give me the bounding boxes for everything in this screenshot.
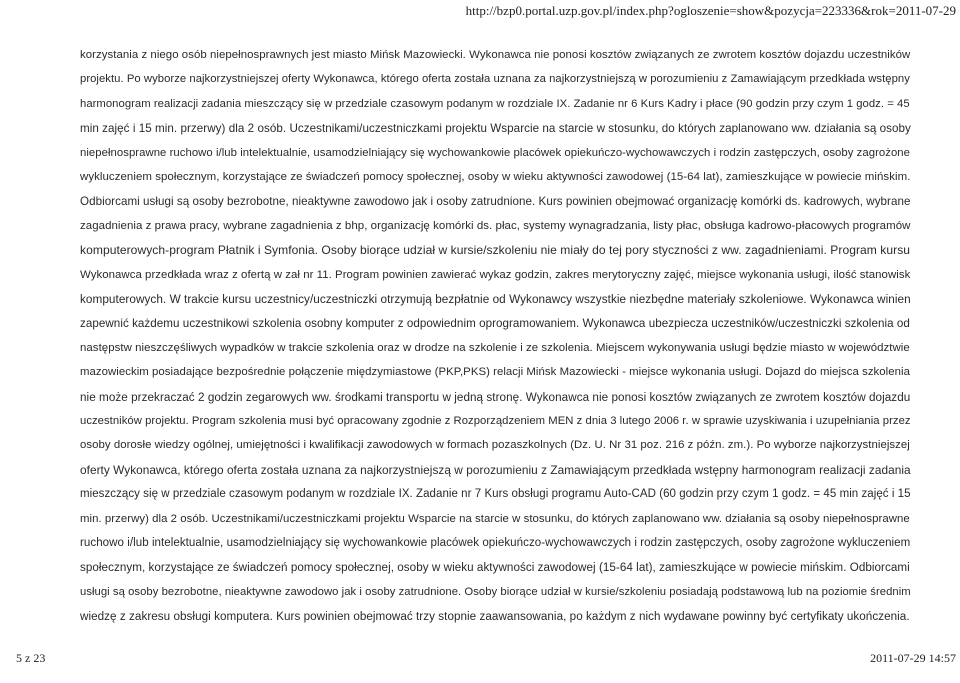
text-line: min. przerwy) dla 2 osób. Uczestnikami/uczestniczkami projektu Wsparcie na starcie w stosunku, do których zaplanowano ww. działania są osoby niepełnosprawne xyxy=(80,512,910,525)
text-line: mazowieckim posiadające bezpośrednie połączenie międzymiastowe (PKP,PKS) relacji Mińsk Mazowiecki - miejsce wykonania usługi. Dojazd do miejsca szkolenia xyxy=(80,366,910,379)
page-number: 5 z 23 xyxy=(16,651,46,665)
text-line: następstw nieszczęśliwych wypadków w trakcie szkolenia oraz w drodze na szkolenie i ze szkolenia. Miejscem wykonywania usługi będzie miasto w województwie xyxy=(80,341,910,354)
text-line: uczestników projektu. Program szkolenia musi być opracowany zgodnie z Rozporządzeniem MEN z dnia 3 lutego 2006 r. w sprawie uzyskiwania i uzupełniania przez xyxy=(80,415,911,427)
text-line: korzystania z niego osób niepełnosprawnych jest miasto Mińsk Mazowiecki. Wykonawca nie ponosi kosztów związanych ze zwrotem kosztów dojazdu uczestników xyxy=(80,49,911,61)
text-line: wiedzę z zakresu obsługi komputera. Kurs powinien obejmować trzy stopnie zaawansowania, po każdym z nich wydawane powinny być certyfikaty ukończenia. xyxy=(80,610,910,624)
text-line: ruchowo i/lub intelektualnie, usamodzielniający się wychowankowie placówek opiekuńczo-wychowawczych i rodzin zastępczych, osoby zagrożone wykluczeniem xyxy=(80,537,911,549)
print-datetime: 2011-07-29 14:57 xyxy=(870,651,956,665)
text-line: Odbiorcami usługi są osoby bezrobotne, nieaktywne zawodowo jak i osoby zatrudnione. Kurs powinien obejmować organizację komórki ds. kadrowych, wybrane xyxy=(80,195,911,209)
text-line: usługi są osoby bezrobotne, nieaktywne zawodowo jak i osoby zatrudnione. Osoby biorące udział w kursie/szkoleniu posiadają podstawową lub na poziomie średnim xyxy=(80,585,911,598)
text-line: osoby dorosłe wiedzy ogólnej, umiejętności i kwalifikacji zawodowych w formach pozaszkolnych (Dz. U. Nr 31 poz. 216 z późn. zm.). Po wyborze najkorzystniejszej xyxy=(80,439,910,452)
text-line: zagadnienia z prawa pracy, wybrane zagadnienia z bhp, organizację komórki ds. płac, systemy wynagradzania, listy płac, obsługa kadrowo-płacowych programów xyxy=(80,219,911,232)
text-line: mieszczący się w przedziale czasowym podanym w rozdziale IX. Zadanie nr 7 Kurs obsługi programu Auto-CAD (60 godzin przy czym 1 godz. = 45 min zajęć i 15 xyxy=(80,488,911,501)
text-line: min zajęć i 15 min. przerwy) dla 2 osób. Uczestnikami/uczestniczkami projektu Wsparcie na starcie w stosunku, do których zaplanowano ww. działania są osoby xyxy=(80,122,911,136)
text-line: projektu. Po wyborze najkorzystniejszej oferty Wykonawca, którego oferta została uznana za najkorzystniejszą w porozumieniu z Zamawiającym przedkłada wstępny xyxy=(80,73,910,86)
text-line: harmonogram realizacji zadania mieszczący się w przedziale czasowym podanym w rozdziale IX. Zadanie nr 6 Kurs Kadry i płace (90 godzin przy czym 1 godz. = 45 xyxy=(80,97,910,110)
text-line: niepełnosprawne ruchowo i/lub intelektualnie, usamodzielniający się wychowankowie placówek opiekuńczo-wychowawczych i rodzin zastępczych, osoby zagrożone xyxy=(80,146,911,159)
text-line: komputerowych. W trakcie kursu uczestnicy/uczestniczki otrzymują bezpłatnie od Wykonawcy wszystkie niezbędne materiały szkoleniowe. Wykonawca winien xyxy=(80,293,911,306)
text-line: Wykonawca przedkłada wraz z ofertą w zał nr 11. Program powinien zawierać wykaz godzin, zakres merytoryczny zajęć, miejsce wykonania usługi, ilość stanowisk xyxy=(80,268,911,281)
text-line: zapewnić każdemu uczestnikowi szkolenia osobny komputer z odpowiednim oprogramowaniem. Wykonawca ubezpiecza uczestników/uczestniczki szkolenia od xyxy=(80,317,910,331)
text-line: oferty Wykonawca, którego oferta została uznana za najkorzystniejszą w porozumieniu z Zamawiającym przedkłada wstępny harmonogram realizacji zadania xyxy=(80,462,911,477)
text-line: wykluczeniem społecznym, korzystające ze świadczeń pomocy społecznej, osoby w wieku aktywności zawodowej (15-64 lat), zamieszkujące w powiecie mińskim. xyxy=(80,171,911,183)
print-header-url: http://bzp0.portal.uzp.gov.pl/index.php?ogloszenie=show&pozycja=223336&rok=2011-07-29 xyxy=(465,3,956,18)
text-line: komputerowych-program Płatnik i Symfonia. Osoby biorące udział w kursie/szkoleniu nie miały do tej pory styczności z ww. zagadnieniami. Program kursu xyxy=(80,243,911,258)
text-line: społecznym, korzystające ze świadczeń pomocy społecznej, osoby w wieku aktywności zawodowej (15-64 lat), zamieszkujące w powiecie mińskim. Odbiorcami xyxy=(80,561,910,575)
text-line: nie może przekraczać 2 godzin zegarowych ww. środkami transportu w jedną stronę. Wykonawca nie ponosi kosztów związanych ze zwrotem kosztów dojazdu xyxy=(80,390,911,404)
